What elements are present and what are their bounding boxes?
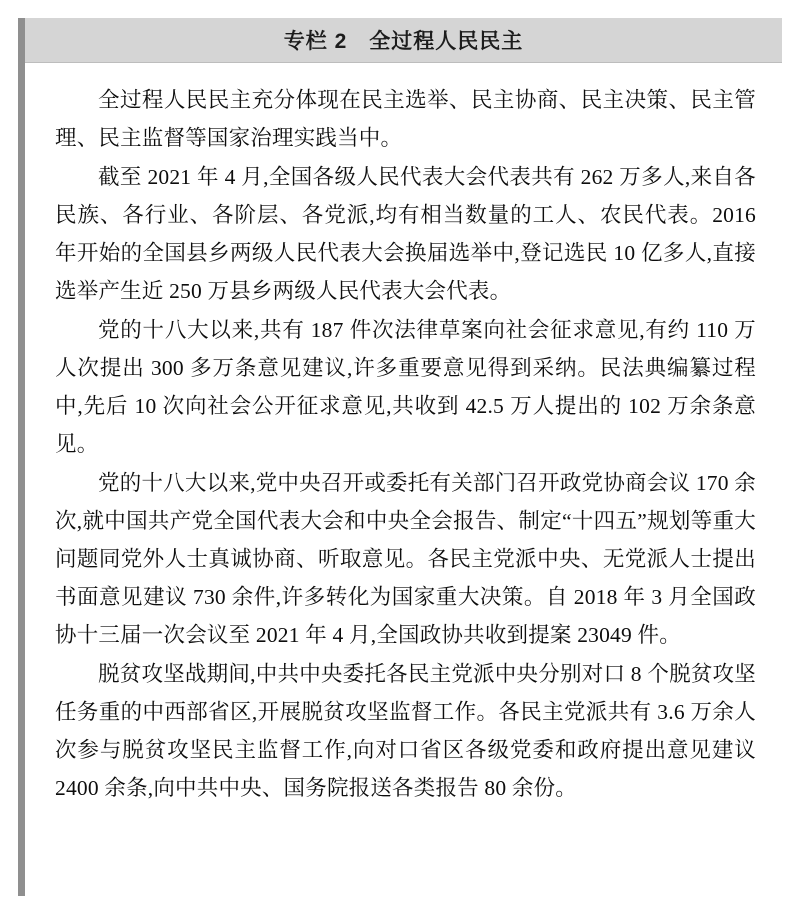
paragraph: 脱贫攻坚战期间,中共中央委托各民主党派中央分别对口 8 个脱贫攻坚任务重的中西部省区,开展脱贫攻坚监督工作。各民主党派共有 3.6 万余人次参与脱贫攻坚民主监督工作,向对口省区各级党委和政府提出意见建议 2400 余条,向中共中央、国务院报送各类报告 80 余份。 (55, 662, 756, 800)
callout-box (18, 18, 782, 896)
callout-box-body (25, 63, 782, 818)
paragraph: 党的十八大以来,共有 187 件次法律草案向社会征求意见,有约 110 万人次提出 300 多万条意见建议,许多重要意见得到采纳。民法典编纂过程中,先后 10 次向社会公开征求意见,共收到 42.5 万人提出的 102 万余条意见。 (55, 318, 756, 456)
callout-box-title: 专栏 2 全过程人民民主 (283, 30, 524, 53)
paragraph: 全过程人民民主充分体现在民主选举、民主协商、民主决策、民主管理、民主监督等国家治理实践当中。 (55, 88, 756, 150)
paragraph: 截至 2021 年 4 月,全国各级人民代表大会代表共有 262 万多人,来自各民族、各行业、各阶层、各党派,均有相当数量的工人、农民代表。2016 年开始的全国县乡两级人民代表大会换届选举中,登记选民 10 亿多人,直接选举产生近 250 万县乡两级人民代表大会代表。 (55, 165, 756, 303)
paragraph: 党的十八大以来,党中央召开或委托有关部门召开政党协商会议 170 余次,就中国共产党全国代表大会和中央全会报告、制定“十四五”规划等重大问题同党外人士真诚协商、听取意见。各民主党派中央、无党派人士提出书面意见建议 730 余件,许多转化为国家重大决策。自 2018 年 3 月全国政协十三届一次会议至 2021 年 4 月,全国政协共收到提案 23049 件。 (55, 471, 756, 647)
callout-box-header (25, 18, 782, 63)
